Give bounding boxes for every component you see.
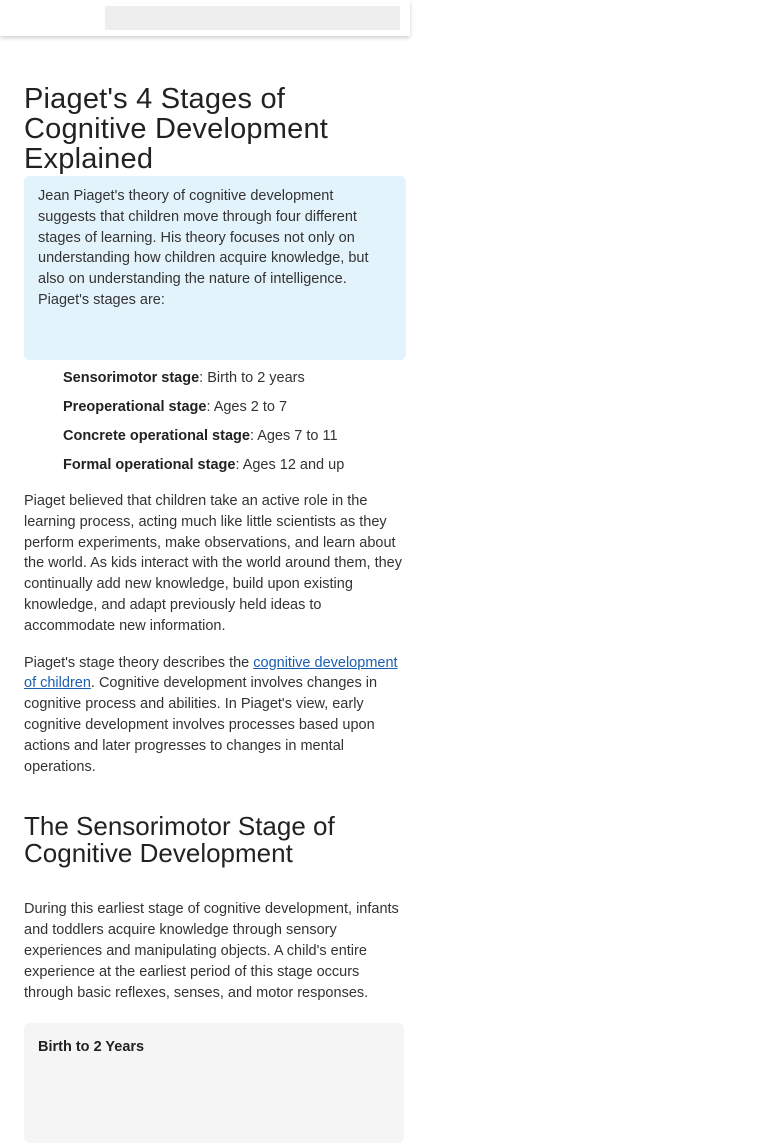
stage-item	[63, 426, 406, 446]
stage-ages: : Ages 2 to 7	[206, 399, 288, 415]
article-title: Piaget's 4 Stages of Cognitive Development Explained	[24, 83, 329, 175]
paragraph-sensorimotor: During this earliest stage of cognitive development, infants and toddlers acquire knowledge through sensory experiences and manipulating objects. A child's entire experience at the earliest period of this stage occurs through basic reflexes, senses, and motor responses.	[24, 901, 399, 1001]
paragraph-stage-theory	[24, 653, 406, 778]
stage-name: Concrete operational stage	[63, 428, 250, 444]
stage-item	[63, 368, 406, 388]
section-heading-sensorimotor: The Sensorimotor Stage of Cognitive Development	[24, 811, 335, 869]
stage-name: Formal operational stage	[63, 457, 236, 473]
paragraph-text: . Cognitive development involves changes in cognitive process and abilities. In Piaget's view, early cognitive development involves processes based upon actions and later progresses to changes in mental operations.	[24, 675, 378, 775]
search-input[interactable]	[105, 6, 400, 30]
paragraph-active-role: Piaget believed that children take an active role in the learning process, acting much like little scientists as they perform experiments, make observations, and learn about the world. As kids interact with the world around them, they continually add new knowledge, build upon existing knowledge, and adapt previously held ideas to accommodate new information.	[24, 493, 402, 634]
stages-list	[24, 368, 406, 475]
stage-ages: : Birth to 2 years	[199, 370, 305, 386]
summary-box	[24, 176, 406, 360]
cognitive-development-link[interactable]: cognitive development of children	[24, 654, 398, 692]
age-card-label: Birth to 2 Years	[38, 1039, 145, 1056]
age-card	[24, 1023, 404, 1143]
top-bar	[0, 0, 410, 36]
stage-ages: : Ages 7 to 11	[249, 428, 338, 444]
article-content	[24, 84, 406, 1143]
summary-text: Jean Piaget's theory of cognitive development suggests that children move through four different stages of learning. His theory focuses not only on understanding how children acquire knowledge, but also on understanding the nature of intelligence. Piaget's stages are:	[38, 188, 369, 308]
stage-item	[63, 397, 406, 417]
paragraph-text: Piaget's stage theory describes the	[24, 654, 254, 671]
stage-ages: : Ages 12 and up	[235, 457, 345, 473]
stage-item	[63, 455, 406, 475]
stage-name: Sensorimotor stage	[63, 370, 200, 386]
stage-name: Preoperational stage	[63, 399, 207, 415]
